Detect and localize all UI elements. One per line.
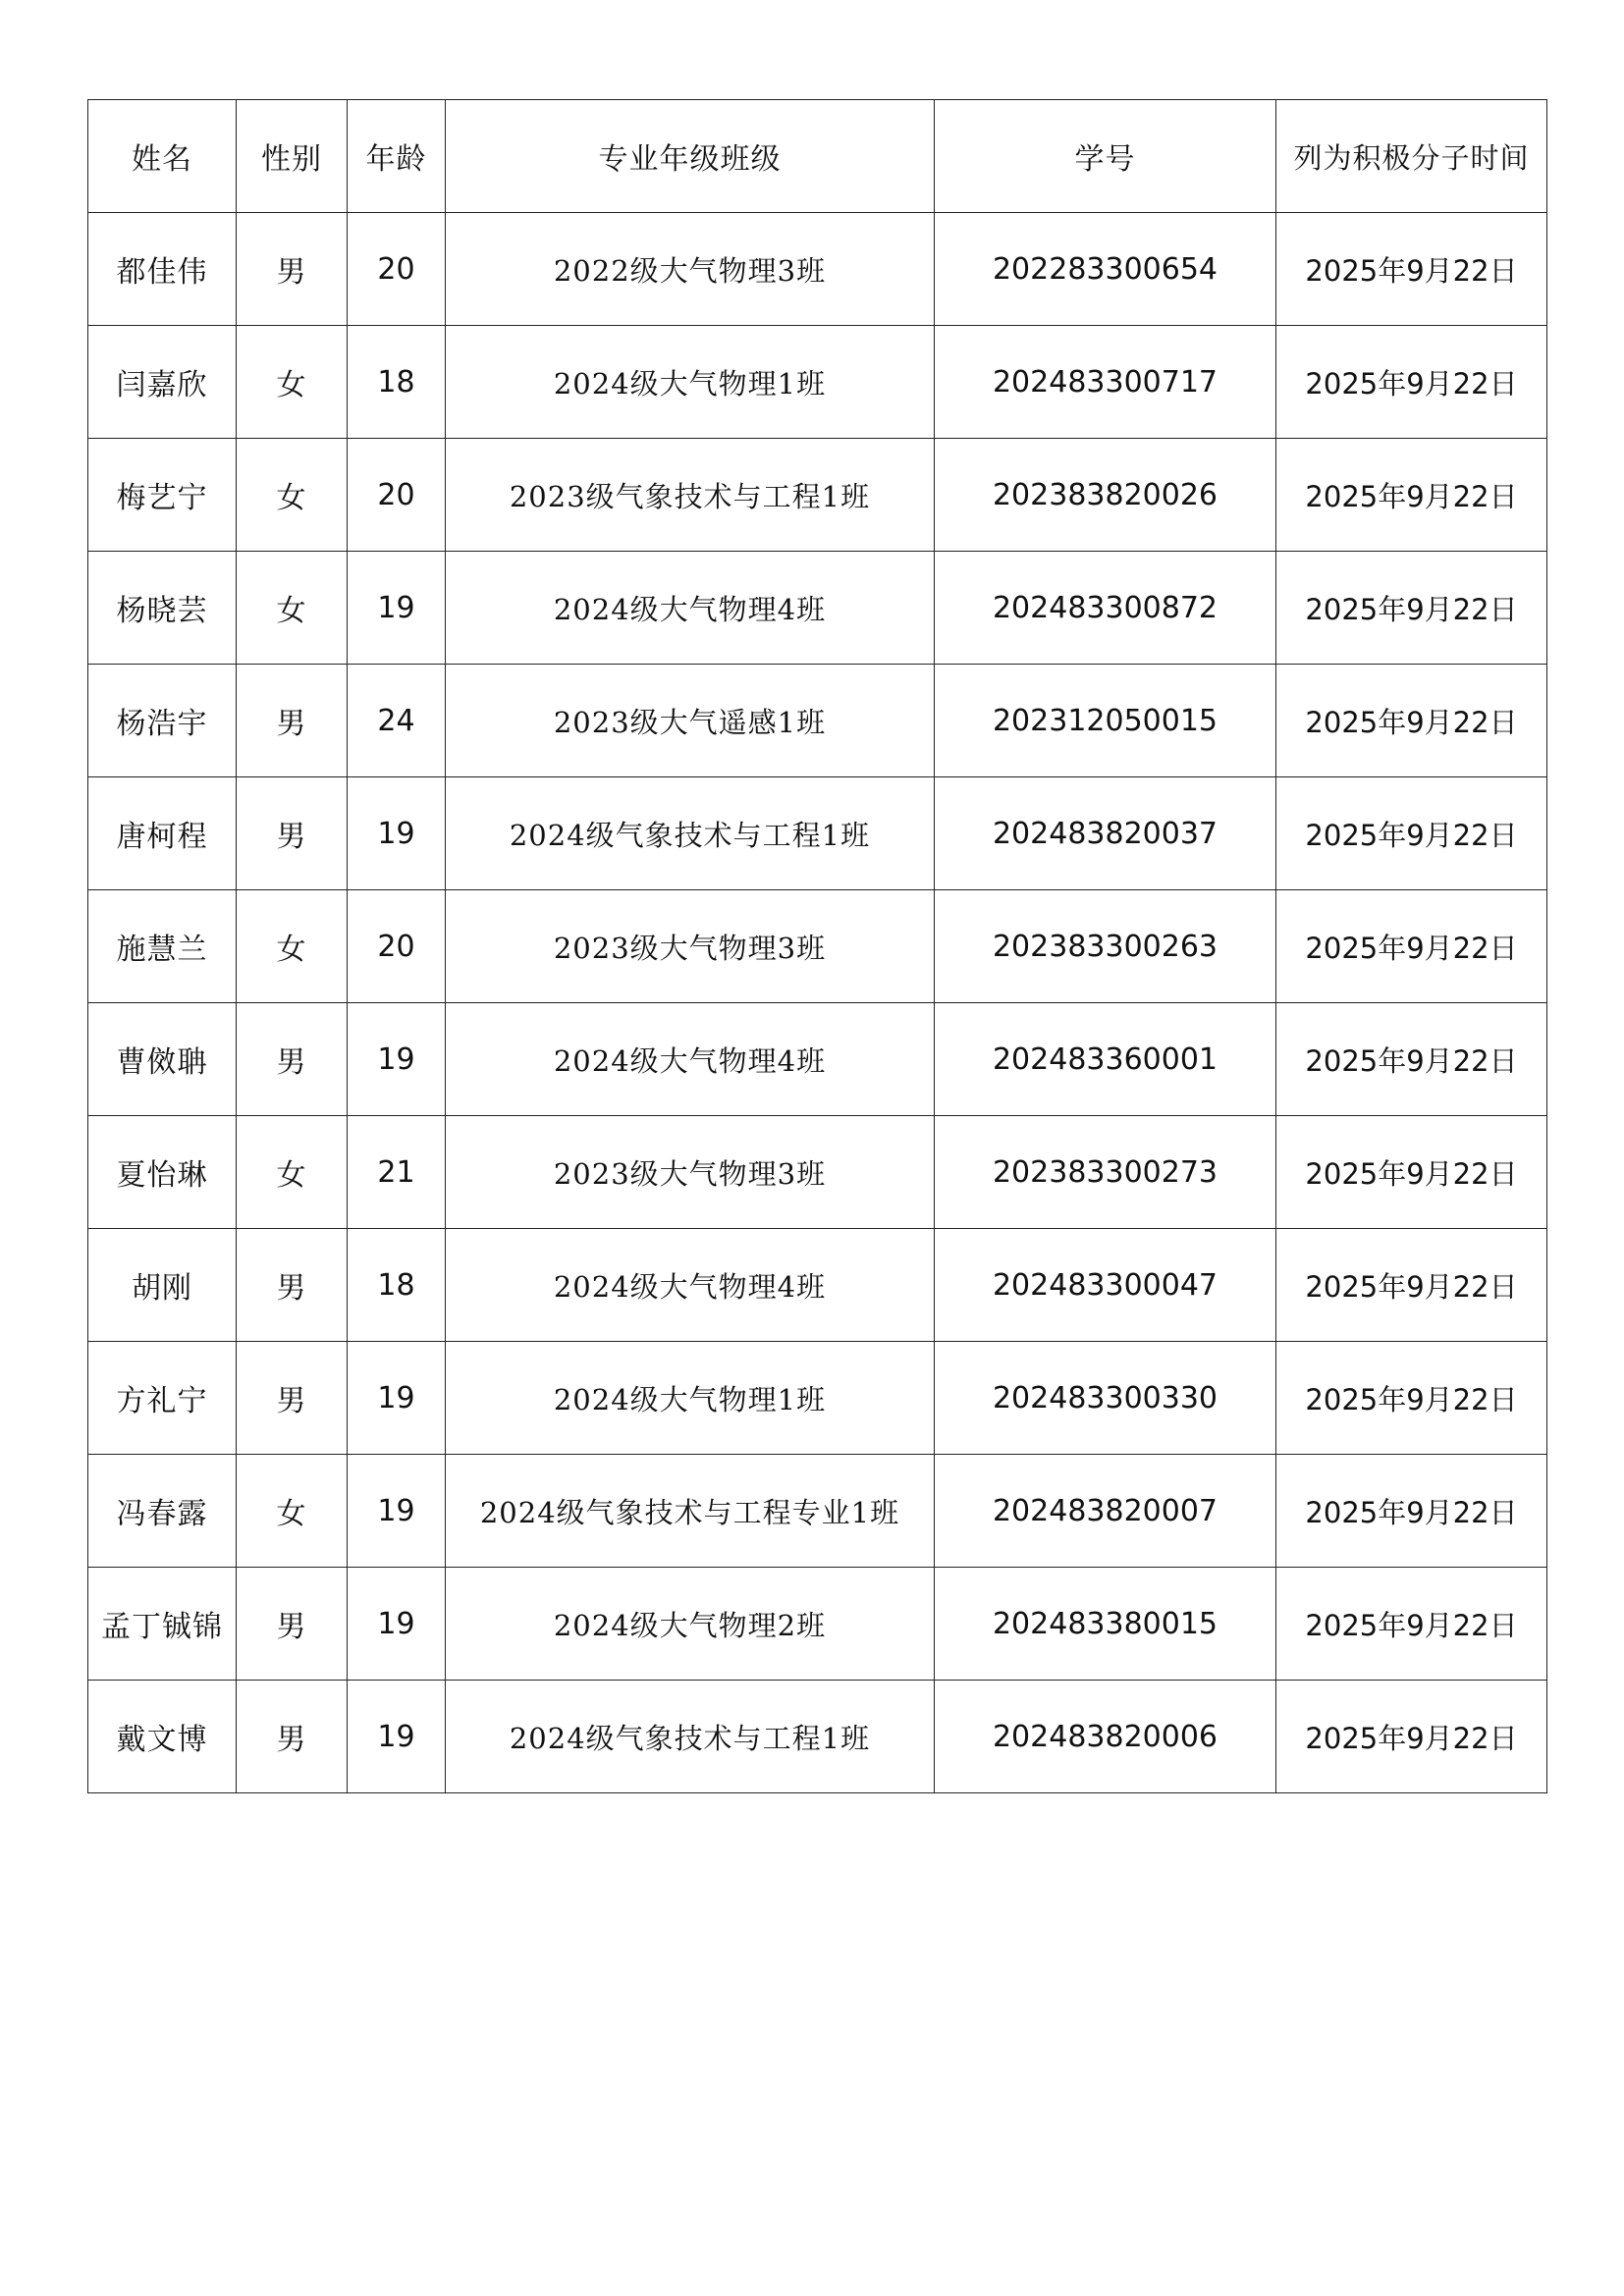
- cell-age: 21: [348, 1116, 446, 1229]
- cell-age: 19: [348, 552, 446, 665]
- cell-class: 2024级大气物理4班: [446, 1229, 935, 1342]
- cell-age: 19: [348, 777, 446, 890]
- cell-gender: 男: [237, 1003, 348, 1116]
- cell-age: 24: [348, 665, 446, 777]
- cell-date: 2025年9月22日: [1276, 552, 1547, 665]
- cell-student-id: 202483300047: [935, 1229, 1276, 1342]
- cell-age: 19: [348, 1568, 446, 1681]
- cell-name: 梅艺宁: [88, 439, 237, 552]
- cell-student-id: 202383820026: [935, 439, 1276, 552]
- table-row: [88, 1681, 1547, 1793]
- cell-name: 杨晓芸: [88, 552, 237, 665]
- cell-student-id: 202483360001: [935, 1003, 1276, 1116]
- cell-class: 2024级大气物理4班: [446, 1003, 935, 1116]
- table-row: [88, 1342, 1547, 1455]
- cell-name: 戴文博: [88, 1681, 237, 1793]
- cell-date: 2025年9月22日: [1276, 1003, 1547, 1116]
- cell-age: 20: [348, 439, 446, 552]
- cell-age: 20: [348, 890, 446, 1003]
- cell-student-id: 202383300263: [935, 890, 1276, 1003]
- cell-class: 2023级大气遥感1班: [446, 665, 935, 777]
- cell-gender: 女: [237, 1116, 348, 1229]
- cell-class: 2023级大气物理3班: [446, 1116, 935, 1229]
- cell-class: 2022级大气物理3班: [446, 213, 935, 326]
- cell-date: 2025年9月22日: [1276, 1229, 1547, 1342]
- table-row: [88, 213, 1547, 326]
- cell-age: 19: [348, 1455, 446, 1568]
- cell-student-id: 202483380015: [935, 1568, 1276, 1681]
- header-age: 年龄: [348, 100, 446, 213]
- cell-class: 2024级气象技术与工程1班: [446, 1681, 935, 1793]
- cell-gender: 女: [237, 439, 348, 552]
- cell-class: 2024级气象技术与工程1班: [446, 777, 935, 890]
- cell-gender: 女: [237, 552, 348, 665]
- header-activist-date: 列为积极分子时间: [1276, 100, 1547, 213]
- cell-name: 唐柯程: [88, 777, 237, 890]
- header-class: 专业年级班级: [446, 100, 935, 213]
- cell-date: 2025年9月22日: [1276, 326, 1547, 439]
- cell-age: 19: [348, 1342, 446, 1455]
- table-row: [88, 1455, 1547, 1568]
- header-student-id: 学号: [935, 100, 1276, 213]
- cell-date: 2025年9月22日: [1276, 439, 1547, 552]
- cell-class: 2024级大气物理1班: [446, 326, 935, 439]
- cell-gender: 男: [237, 1568, 348, 1681]
- cell-gender: 男: [237, 213, 348, 326]
- cell-gender: 男: [237, 665, 348, 777]
- cell-gender: 男: [237, 777, 348, 890]
- table-row: [88, 439, 1547, 552]
- cell-gender: 男: [237, 1229, 348, 1342]
- cell-gender: 男: [237, 1681, 348, 1793]
- cell-name: 施慧兰: [88, 890, 237, 1003]
- cell-class: 2023级大气物理3班: [446, 890, 935, 1003]
- cell-date: 2025年9月22日: [1276, 1116, 1547, 1229]
- cell-name: 曹傚聃: [88, 1003, 237, 1116]
- cell-age: 19: [348, 1003, 446, 1116]
- cell-student-id: 202483300330: [935, 1342, 1276, 1455]
- activist-roster-table: [87, 99, 1547, 1793]
- cell-name: 夏怡琳: [88, 1116, 237, 1229]
- cell-name: 都佳伟: [88, 213, 237, 326]
- cell-name: 闫嘉欣: [88, 326, 237, 439]
- table-row: [88, 890, 1547, 1003]
- cell-class: 2023级气象技术与工程1班: [446, 439, 935, 552]
- table-row: [88, 1116, 1547, 1229]
- cell-name: 孟丁铖锦: [88, 1568, 237, 1681]
- cell-class: 2024级气象技术与工程专业1班: [446, 1455, 935, 1568]
- cell-student-id: 202483300717: [935, 326, 1276, 439]
- cell-age: 19: [348, 1681, 446, 1793]
- cell-date: 2025年9月22日: [1276, 1681, 1547, 1793]
- header-gender: 性别: [237, 100, 348, 213]
- cell-age: 20: [348, 213, 446, 326]
- table-row: [88, 552, 1547, 665]
- table-row: [88, 665, 1547, 777]
- cell-student-id: 202483300872: [935, 552, 1276, 665]
- header-name: 姓名: [88, 100, 237, 213]
- table-row: [88, 1229, 1547, 1342]
- cell-date: 2025年9月22日: [1276, 777, 1547, 890]
- cell-name: 胡刚: [88, 1229, 237, 1342]
- cell-class: 2024级大气物理4班: [446, 552, 935, 665]
- cell-name: 冯春露: [88, 1455, 237, 1568]
- cell-student-id: 202383300273: [935, 1116, 1276, 1229]
- cell-date: 2025年9月22日: [1276, 1455, 1547, 1568]
- cell-date: 2025年9月22日: [1276, 665, 1547, 777]
- cell-gender: 女: [237, 326, 348, 439]
- table-header-row: [88, 100, 1547, 213]
- cell-date: 2025年9月22日: [1276, 890, 1547, 1003]
- cell-name: 方礼宁: [88, 1342, 237, 1455]
- table-row: [88, 326, 1547, 439]
- cell-gender: 女: [237, 1455, 348, 1568]
- cell-class: 2024级大气物理2班: [446, 1568, 935, 1681]
- cell-student-id: 202283300654: [935, 213, 1276, 326]
- cell-student-id: 202312050015: [935, 665, 1276, 777]
- table-row: [88, 1003, 1547, 1116]
- cell-age: 18: [348, 326, 446, 439]
- cell-student-id: 202483820037: [935, 777, 1276, 890]
- cell-gender: 女: [237, 890, 348, 1003]
- cell-date: 2025年9月22日: [1276, 1342, 1547, 1455]
- cell-gender: 男: [237, 1342, 348, 1455]
- cell-class: 2024级大气物理1班: [446, 1342, 935, 1455]
- table-row: [88, 1568, 1547, 1681]
- table-row: [88, 777, 1547, 890]
- cell-age: 18: [348, 1229, 446, 1342]
- cell-date: 2025年9月22日: [1276, 1568, 1547, 1681]
- cell-date: 2025年9月22日: [1276, 213, 1547, 326]
- cell-student-id: 202483820007: [935, 1455, 1276, 1568]
- cell-name: 杨浩宇: [88, 665, 237, 777]
- cell-student-id: 202483820006: [935, 1681, 1276, 1793]
